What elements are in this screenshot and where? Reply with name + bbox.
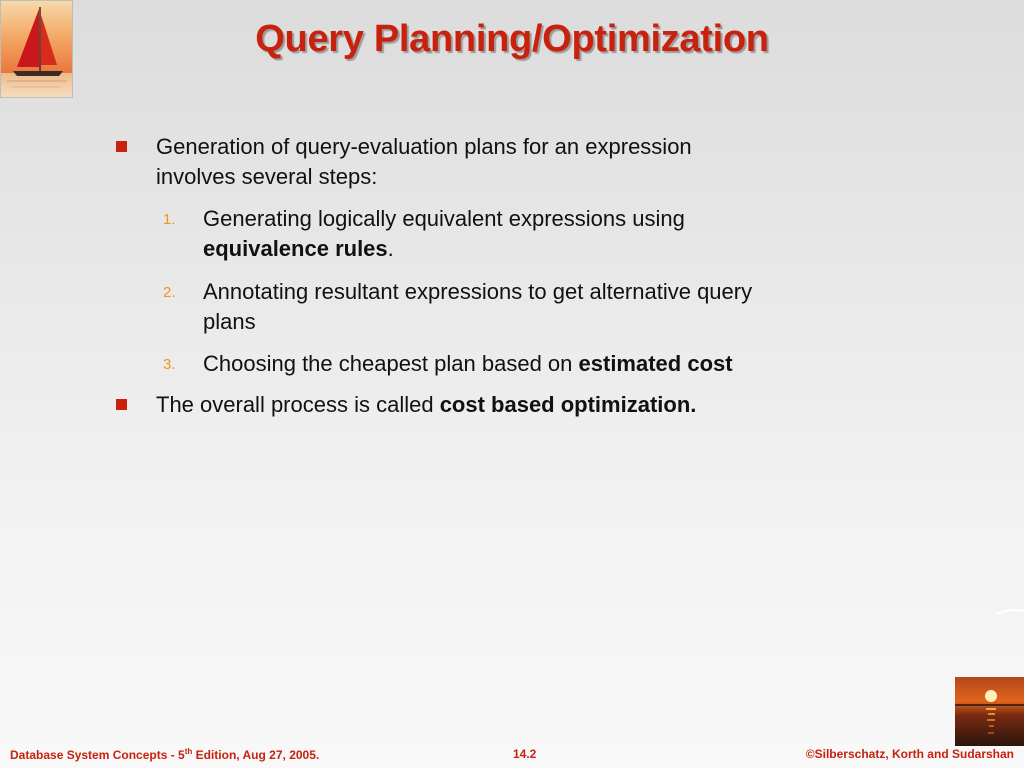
bullet-line: involves several steps:: [156, 164, 378, 189]
step-suffix: .: [387, 236, 394, 261]
step-line: plans: [203, 309, 256, 334]
bullet-square-icon: [116, 141, 127, 152]
step-prefix: Choosing the cheapest plan based on: [203, 351, 579, 376]
step-number: 3.: [163, 356, 176, 373]
bullet-text: [156, 132, 692, 192]
footer-left-suffix: Edition, Aug 27, 2005.: [192, 748, 320, 762]
bullet-prefix: The overall process is called: [156, 392, 440, 417]
footer-copyright: ©Silberschatz, Korth and Sudarshan: [805, 747, 1014, 761]
footer-page-number: 14.2: [513, 747, 537, 761]
step-text: [203, 349, 733, 379]
bullet-square-icon: [116, 399, 127, 410]
footer-left-prefix: Database System Concepts - 5: [10, 748, 185, 762]
sunset-icon: [955, 677, 1024, 746]
step-line: [203, 234, 685, 264]
decorative-swoosh: [996, 608, 1024, 616]
step-line: Generating logically equivalent expressions using: [203, 206, 685, 231]
slide-title: Query Planning/Optimization: [255, 18, 769, 60]
step-number: 1.: [163, 211, 176, 228]
step-number: 2.: [163, 284, 176, 301]
footer-left-sup: th: [184, 747, 193, 756]
step-text: [203, 204, 685, 264]
step-bold: equivalence rules: [203, 236, 388, 261]
step-bold: estimated cost: [578, 351, 733, 376]
bullet-text: [156, 390, 696, 420]
footer-left: [10, 747, 319, 762]
bullet-line: Generation of query-evaluation plans for an expression: [156, 134, 692, 159]
step-text: [203, 277, 752, 337]
step-line: Annotating resultant expressions to get alternative query: [203, 279, 753, 304]
bullet-bold: cost based optimization.: [439, 392, 697, 417]
